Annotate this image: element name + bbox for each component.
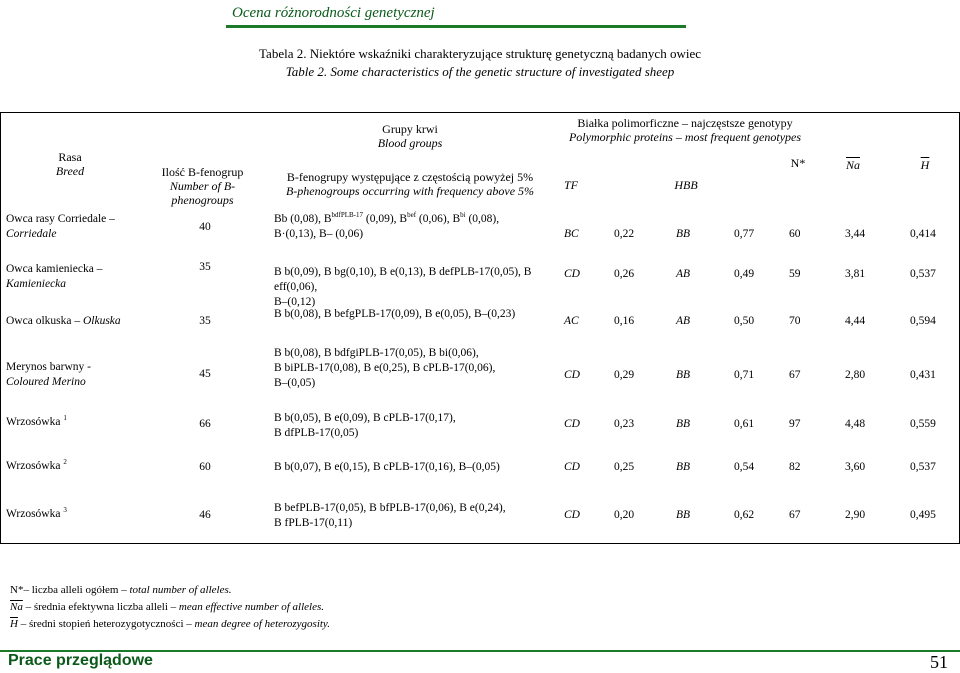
row2-breed-en: Kamieniecka xyxy=(6,278,67,290)
header-hbb: HBB xyxy=(674,178,698,192)
note-na: $\overline{Na}$ – średnia efektywna liczba alleli – mean effective number of alleles. xyxy=(10,601,325,613)
footer-section: Prace przeglądowe xyxy=(8,652,153,669)
row1-groups: 40 xyxy=(199,221,211,233)
row3-tf: AC xyxy=(564,315,579,327)
table-caption-pl: Tabela 2. Niektóre wskaźniki charakteryzujące strukturę genetyczną badanych owiec xyxy=(259,46,701,61)
row2-tf-freq: 0,26 xyxy=(614,268,635,280)
row7-breed-pl: Wrzosówka xyxy=(6,508,61,520)
row4-n: 67 xyxy=(789,369,801,381)
row4-tf: CD xyxy=(564,369,580,381)
note-n: N*– liczba alleli ogółem – total number of alleles. xyxy=(10,584,232,596)
row1-pheno-line2: B·(0,13), B– (0,06) xyxy=(274,228,364,240)
row5-n: 97 xyxy=(789,418,801,430)
row1-pheno-line1: Bb (0,08), $B^{bdfPLB-17}$ (0,09), $B^{bef}$ (0,06), $B^{bi}$ (0,08), xyxy=(274,211,500,225)
row2-h: 0,537 xyxy=(910,268,936,280)
row6-phenogroups xyxy=(274,460,564,475)
header-proteins-pl: Białka polimorficzne – najczęstsze genotypy xyxy=(577,116,793,130)
row5-hbb-freq: 0,61 xyxy=(734,418,755,430)
row1-na: 3,44 xyxy=(845,228,866,240)
row1-tf-freq: 0,22 xyxy=(614,228,635,240)
header-na-text: $\overline{Na}$ xyxy=(845,158,860,172)
row4-hbb-freq: 0,71 xyxy=(734,369,755,381)
row6-groups: 60 xyxy=(199,461,211,473)
row6-breed-pl: Wrzosówka xyxy=(6,460,61,472)
row1-hbb: BB xyxy=(676,228,691,240)
table-notes xyxy=(10,582,330,633)
row1-breed-pl: Owca rasy Corriedale – xyxy=(6,213,115,225)
row1-n: 60 xyxy=(789,228,801,240)
row4-phenogroups xyxy=(274,346,564,391)
row6-tf-freq: 0,25 xyxy=(614,461,635,473)
row1-tf: BC xyxy=(564,228,579,240)
row5-pheno-line1: B b(0,05), B e(0,09), B cPLB-17(0,17), xyxy=(274,412,456,424)
row7-hbb-freq: 0,62 xyxy=(734,509,755,521)
row5-pheno-line2: B dfPLB-17(0,05) xyxy=(274,427,359,439)
row1-breed-en: Corriedale xyxy=(6,228,57,240)
row7-n: 67 xyxy=(789,509,801,521)
row3-phenogroups xyxy=(274,307,564,322)
header-rule xyxy=(226,25,686,28)
row5-breed xyxy=(6,415,146,430)
row3-breed-pl: Owca olkuska – xyxy=(6,315,81,327)
row4-h: 0,431 xyxy=(910,369,936,381)
header-groups xyxy=(150,165,255,207)
row4-breed-pl: Merynos barwny - xyxy=(6,361,91,373)
row7-h: 0,495 xyxy=(910,509,936,521)
header-freq xyxy=(275,170,545,198)
header-freq-en: B-phenogroups occurring with frequency above 5% xyxy=(285,184,535,198)
row4-groups: 45 xyxy=(199,368,211,380)
header-proteins-en: Polymorphic proteins – most frequent genotypes xyxy=(568,130,802,144)
row7-na: 2,90 xyxy=(845,509,866,521)
row2-breed-pl: Owca kamieniecka – xyxy=(6,263,103,275)
row2-phenogroups xyxy=(274,265,564,310)
row2-hbb-freq: 0,49 xyxy=(734,268,755,280)
row5-hbb: BB xyxy=(676,418,691,430)
row3-breed xyxy=(6,314,186,329)
row5-groups: 66 xyxy=(199,418,211,430)
header-blood xyxy=(280,122,540,150)
row1-phenogroups xyxy=(274,212,554,242)
row6-tf: CD xyxy=(564,461,580,473)
row7-breed-sup: 3 xyxy=(63,506,67,515)
header-na xyxy=(838,158,868,172)
row5-breed-sup: 1 xyxy=(63,414,67,423)
row7-hbb: BB xyxy=(676,509,691,521)
row4-breed xyxy=(6,360,146,390)
row3-hbb-freq: 0,50 xyxy=(734,315,755,327)
row4-tf-freq: 0,29 xyxy=(614,369,635,381)
row2-breed xyxy=(6,262,146,292)
row2-n: 59 xyxy=(789,268,801,280)
row3-pheno-line1: B b(0,08), B befgPLB-17(0,09), B e(0,05), B–(0,23) xyxy=(274,308,516,320)
row5-tf: CD xyxy=(564,418,580,430)
row7-tf: CD xyxy=(564,509,580,521)
row4-pheno-line2: B biPLB-17(0,08), B e(0,25), B cPLB-17(0,06), xyxy=(274,362,496,374)
header-proteins xyxy=(550,116,820,144)
row6-hbb-freq: 0,54 xyxy=(734,461,755,473)
row4-hbb: BB xyxy=(676,369,691,381)
header-tf: TF xyxy=(563,178,578,192)
row6-breed-sup: 2 xyxy=(63,458,67,467)
row5-breed-pl: Wrzosówka xyxy=(6,416,61,428)
row2-groups: 35 xyxy=(199,261,211,273)
row2-pheno-line1: B b(0,09), B bg(0,10), B e(0,13), B defPLB-17(0,05), B eff(0,06), xyxy=(274,266,532,293)
row3-breed-en: Olkuska xyxy=(82,315,121,327)
row5-tf-freq: 0,23 xyxy=(614,418,635,430)
row2-hbb: AB xyxy=(676,268,691,280)
row7-pheno-line1: B befPLB-17(0,05), B bfPLB-17(0,06), B e(0,24), xyxy=(274,502,506,514)
row6-pheno-line1: B b(0,07), B e(0,15), B cPLB-17(0,16), B–(0,05) xyxy=(274,461,500,473)
header-n: N* xyxy=(790,156,806,170)
row3-tf-freq: 0,16 xyxy=(614,315,635,327)
row7-groups: 46 xyxy=(199,509,211,521)
note-h: $\overline{H}$ – średni stopień heterozygotyczności – mean degree of heterozygosity. xyxy=(10,618,330,630)
row7-phenogroups xyxy=(274,501,564,531)
header-breed xyxy=(20,150,120,178)
row3-h: 0,594 xyxy=(910,315,936,327)
row5-phenogroups xyxy=(274,411,564,441)
running-header-title: Ocena różnorodności genetycznej xyxy=(232,5,435,21)
row1-breed xyxy=(6,212,146,242)
header-groups-en: Number of B-phenogroups xyxy=(169,179,236,207)
row6-hbb: BB xyxy=(676,461,691,473)
row6-breed xyxy=(6,459,146,474)
header-breed-pl: Rasa xyxy=(58,150,82,164)
row6-n: 82 xyxy=(789,461,801,473)
row4-pheno-line3: B–(0,05) xyxy=(274,377,316,389)
row1-hbb-freq: 0,77 xyxy=(734,228,755,240)
row3-hbb: AB xyxy=(676,315,691,327)
row2-pheno-line2: B–(0,12) xyxy=(274,296,316,308)
row7-breed xyxy=(6,507,146,522)
table-caption-en: Table 2. Some characteristics of the genetic structure of investigated sheep xyxy=(285,64,675,79)
row3-n: 70 xyxy=(789,315,801,327)
row4-pheno-line1: B b(0,08), B bdfgiPLB-17(0,05), B bi(0,06), xyxy=(274,347,479,359)
row7-pheno-line2: B fPLB-17(0,11) xyxy=(274,517,353,529)
row2-tf: CD xyxy=(564,268,580,280)
row1-h: 0,414 xyxy=(910,228,936,240)
row6-na: 3,60 xyxy=(845,461,866,473)
page-number: 51 xyxy=(930,652,948,672)
header-breed-en: Breed xyxy=(55,164,85,178)
row3-groups: 35 xyxy=(199,315,211,327)
header-blood-en: Blood groups xyxy=(377,136,443,150)
row6-h: 0,537 xyxy=(910,461,936,473)
row5-na: 4,48 xyxy=(845,418,866,430)
row4-breed-en: Coloured Merino xyxy=(6,376,86,388)
row5-h: 0,559 xyxy=(910,418,936,430)
header-blood-pl: Grupy krwi xyxy=(382,122,438,136)
row7-tf-freq: 0,20 xyxy=(614,509,635,521)
header-h-text: $\overline{H}$ xyxy=(920,158,930,172)
row2-na: 3,81 xyxy=(845,268,866,280)
row3-na: 4,44 xyxy=(845,315,866,327)
row4-na: 2,80 xyxy=(845,369,866,381)
header-freq-pl: B-fenogrupy występujące z częstością powyżej 5% xyxy=(286,170,534,184)
header-groups-pl: Ilość B-fenogrup xyxy=(161,165,244,179)
header-h xyxy=(910,158,940,172)
